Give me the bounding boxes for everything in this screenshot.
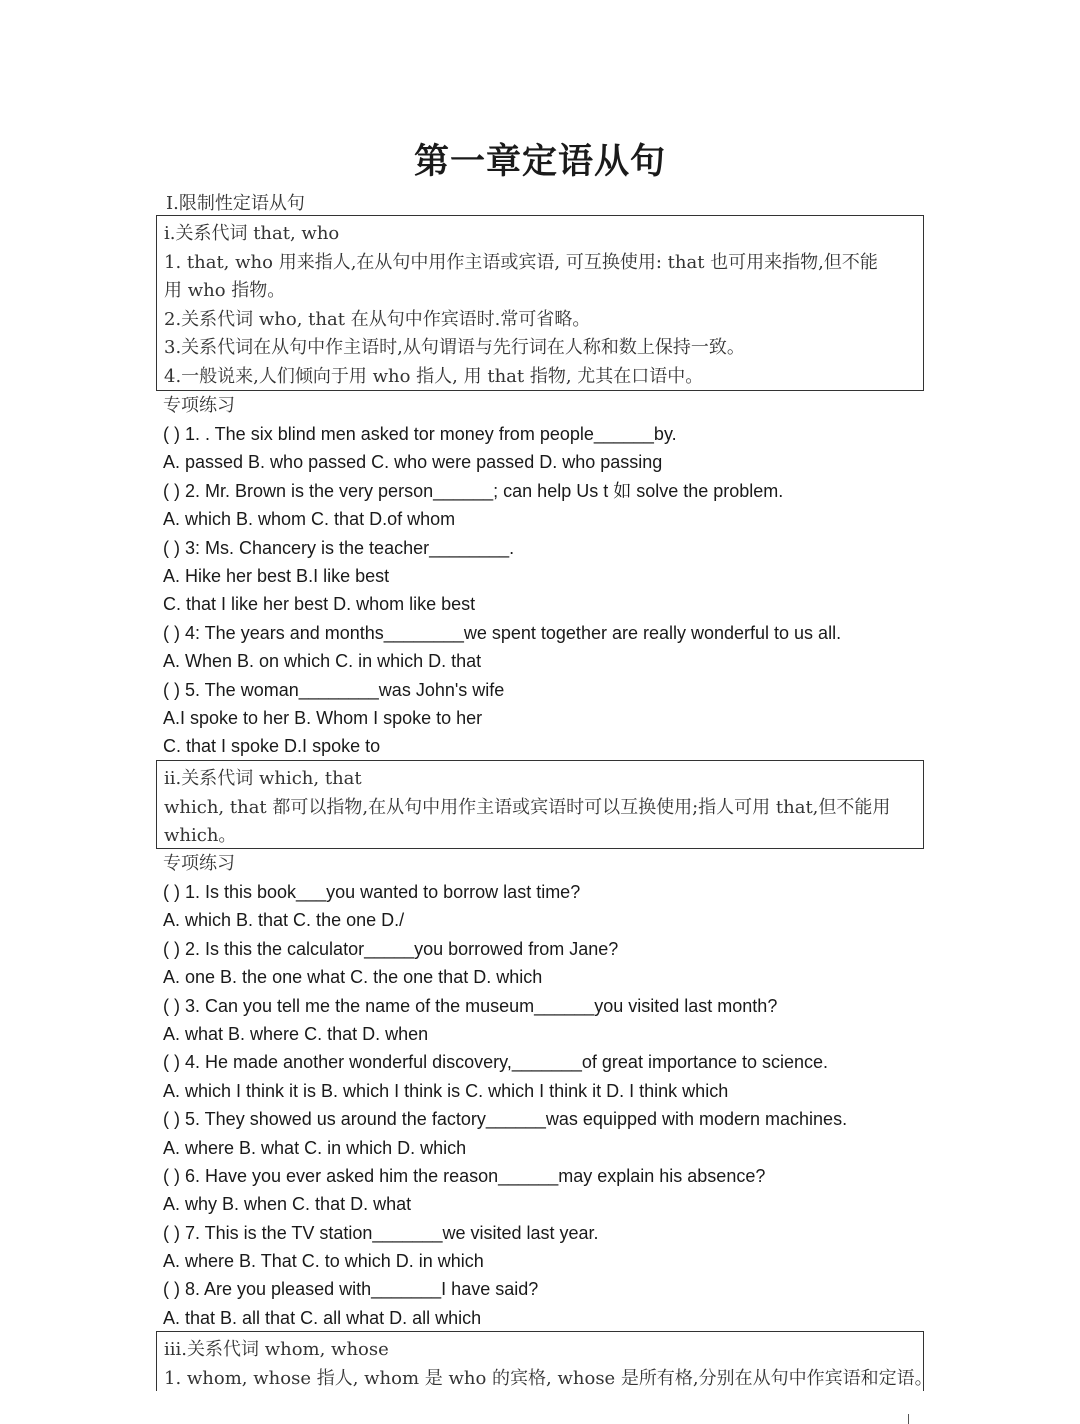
rule-box-1 <box>156 215 924 391</box>
options-line: A. what B. where C. that D. when <box>163 1023 429 1044</box>
question-line: ( ) 1. Is this book___you wanted to borrow last time? <box>163 882 581 902</box>
rule-line: 4.一般说来,人们倾向于用 who 指人, 用 that 指物, 尤其在口语中。 <box>164 365 704 387</box>
options-line: A. that B. all that C. all what D. all which <box>163 1307 482 1328</box>
options-line: A. which I think it is B. which I think is C. which I think it D. I think which <box>163 1080 729 1101</box>
practice-section-2 <box>163 849 923 1332</box>
options-line: A. why B. when C. that D. what <box>163 1194 412 1215</box>
options-line: C. that I spoke D.I spoke to <box>163 736 381 757</box>
practice-heading: 专项练习 <box>163 853 235 874</box>
rule-line: 用 who 指物。 <box>164 280 286 301</box>
page-title: 第一章定语从句 <box>413 141 666 182</box>
rule-line: i.关系代词 that, who <box>164 223 340 244</box>
question-line: ( ) 1. . The six blind men asked tor money from people______by. <box>163 424 677 444</box>
rule-line: 2.关系代词 who, that 在从句中作宾语时.常可省略。 <box>164 308 591 330</box>
question-line: ( ) 2. Is this the calculator_____you borrowed from Jane? <box>163 938 619 959</box>
options-line: A. where B. That C. to which D. in which <box>163 1251 484 1272</box>
rule-line: ii.关系代词 which, that <box>164 768 362 789</box>
rule-line: which, that 都可以指物,在从句中用作主语或宾语时可以互换使用;指人可用 that,但不能用 <box>164 796 891 818</box>
page-corner-mark <box>908 1414 915 1424</box>
question-line: ( ) 2. Mr. Brown is the very person______; can help Us t 如 solve the problem. <box>163 480 784 501</box>
rule-line: which。 <box>164 825 237 846</box>
rule-line: iii.关系代词 whom, whose <box>164 1339 389 1360</box>
practice-section-1 <box>163 391 923 761</box>
options-line: A. When B. on which C. in which D. that <box>163 651 482 672</box>
question-line: ( ) 5. The woman________was John's wife <box>163 679 505 700</box>
question-line: ( ) 7. This is the TV station_______we visited last year. <box>163 1222 599 1243</box>
question-line: ( ) 3. Can you tell me the name of the museum______you visited last month? <box>163 995 778 1016</box>
question-line: ( ) 4. He made another wonderful discovery,_______of great importance to science. <box>163 1052 829 1073</box>
options-line: A. where B. what C. in which D. which <box>163 1137 467 1158</box>
rule-line: 1. that, who 用来指人,在从句中用作主语或宾语, 可互换使用: that 也可用来指物,但不能 <box>164 251 878 273</box>
rule-box-2 <box>156 760 924 849</box>
question-line: ( ) 4: The years and months________we spent together are really wonderful to us all. <box>163 622 842 643</box>
question-line: ( ) 8. Are you pleased with_______I have said? <box>163 1279 539 1300</box>
options-line: A. one B. the one what C. the one that D. which <box>163 967 543 988</box>
options-line: A. which B. whom C. that D.of whom <box>163 509 456 530</box>
practice-heading: 专项练习 <box>163 395 235 416</box>
options-line: A. passed B. who passed C. who were passed D. who passing <box>163 452 663 473</box>
question-line: ( ) 5. They showed us around the factory______was equipped with modern machines. <box>163 1109 848 1130</box>
options-line: A. Hike her best B.I like best <box>163 565 390 586</box>
question-line: ( ) 6. Have you ever asked him the reason______may explain his absence? <box>163 1165 766 1186</box>
options-line: A.I spoke to her B. Whom I spoke to her <box>163 707 483 728</box>
rule-box-3 <box>156 1331 933 1391</box>
rule-line: 1. whom, whose 指人, whom 是 who 的宾格, whose 是所有格,分别在从句中作宾语和定语。 <box>164 1367 933 1389</box>
options-line: C. that I like her best D. whom like best <box>163 594 476 615</box>
options-line: A. which B. that C. the one D./ <box>163 910 405 931</box>
rule-line: 3.关系代词在从句中作主语时,从句谓语与先行词在人称和数上保持一致。 <box>164 337 745 358</box>
question-line: ( ) 3: Ms. Chancery is the teacher________. <box>163 537 515 558</box>
section-heading: Ⅰ.限制性定语从句 <box>166 193 305 214</box>
